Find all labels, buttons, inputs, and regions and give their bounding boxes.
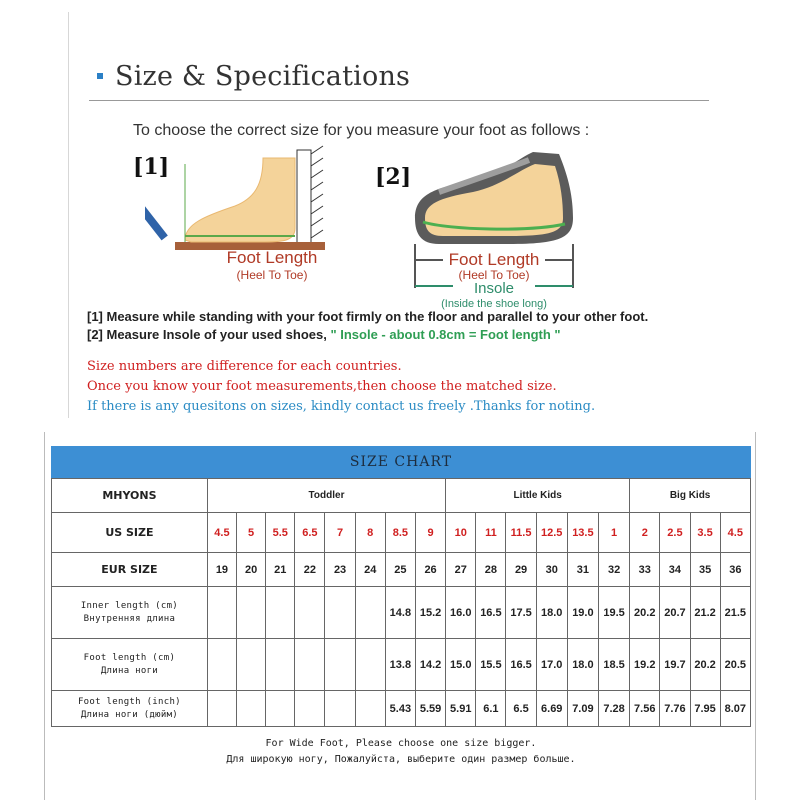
step-2-highlight: " Insole - about 0.8cm = Foot length " bbox=[330, 327, 561, 342]
table-cell: 20.5 bbox=[720, 639, 750, 691]
table-cell bbox=[325, 587, 355, 639]
table-cell: 20.2 bbox=[630, 587, 660, 639]
page-title: Size & Specifications bbox=[115, 60, 411, 92]
table-cell: 2.5 bbox=[660, 513, 690, 553]
table-cell: 36 bbox=[720, 553, 750, 587]
row-label bbox=[52, 691, 208, 727]
table-cell: 15.0 bbox=[446, 639, 476, 691]
figure-1-label: [1] bbox=[133, 154, 170, 180]
title-divider bbox=[89, 100, 709, 101]
figure-2-inside-shoe: (Inside the shoe long) bbox=[441, 298, 547, 310]
table-row-inner-length bbox=[52, 587, 751, 639]
table-cell: 23 bbox=[325, 553, 355, 587]
figure-1-heel-to-toe: (Heel To Toe) bbox=[236, 268, 308, 282]
row-label-en: Foot length (cm) bbox=[83, 653, 176, 664]
table-cell: 29 bbox=[506, 553, 536, 587]
step-2-prefix: [2] Measure Insole of your used shoes, bbox=[87, 327, 331, 342]
table-cell: 15.2 bbox=[415, 587, 445, 639]
table-cell: 8.07 bbox=[720, 691, 750, 727]
table-cell bbox=[355, 587, 385, 639]
brand-cell: MHYONS bbox=[52, 479, 208, 513]
table-cell: 25 bbox=[385, 553, 415, 587]
row-label: US SIZE bbox=[52, 513, 208, 553]
table-cell: 27 bbox=[446, 553, 476, 587]
table-cell: 19.7 bbox=[660, 639, 690, 691]
footer-english: For Wide Foot, Please choose one size bigger. bbox=[265, 738, 537, 749]
table-cell bbox=[266, 639, 295, 691]
table-cell: 17.5 bbox=[506, 587, 536, 639]
table-row-foot-length-inch bbox=[52, 691, 751, 727]
note-line-2: Once you know your foot measurements,then choose the matched size. bbox=[87, 379, 557, 394]
table-cell bbox=[325, 639, 355, 691]
table-cell: 6.69 bbox=[536, 691, 567, 727]
row-label-ru: Внутренняя длина bbox=[83, 613, 176, 624]
figure-2-heel-to-toe: (Heel To Toe) bbox=[458, 268, 530, 282]
table-cell bbox=[237, 639, 266, 691]
table-cell: 31 bbox=[567, 553, 598, 587]
table-cell: 5.5 bbox=[266, 513, 295, 553]
table-cell: 6.5 bbox=[295, 513, 325, 553]
table-cell: 19.2 bbox=[630, 639, 660, 691]
instructions-text: To choose the correct size for you measure your foot as follows : bbox=[133, 122, 590, 139]
figure-2-insole: Insole bbox=[473, 280, 515, 297]
figure-1-foot-length: Foot Length bbox=[226, 248, 318, 267]
footer-russian: Для широкую ногу, Пожалуйста, выберите один размер больше. bbox=[226, 754, 576, 765]
table-row-us-size bbox=[52, 513, 751, 553]
table-cell: 7 bbox=[325, 513, 355, 553]
table-cell: 6.5 bbox=[506, 691, 536, 727]
table-cell: 13.5 bbox=[567, 513, 598, 553]
row-label: EUR SIZE bbox=[52, 553, 208, 587]
table-cell: 30 bbox=[536, 553, 567, 587]
figure-2-label: [2] bbox=[375, 164, 412, 190]
table-cell: 5 bbox=[237, 513, 266, 553]
table-cell: 20 bbox=[237, 553, 266, 587]
table-cell bbox=[295, 587, 325, 639]
row-label bbox=[52, 587, 208, 639]
table-cell: 14.8 bbox=[385, 587, 415, 639]
table-cell: 12.5 bbox=[536, 513, 567, 553]
table-cell bbox=[237, 587, 266, 639]
table-cell bbox=[207, 639, 236, 691]
section-header bbox=[97, 56, 410, 96]
table-cell: 5.59 bbox=[415, 691, 445, 727]
table-cell: 19.0 bbox=[567, 587, 598, 639]
step-1-text: [1] Measure while standing with your foot firmly on the floor and parallel to your other foot. bbox=[87, 309, 649, 324]
table-cell: 5.43 bbox=[385, 691, 415, 727]
size-chart bbox=[44, 432, 756, 800]
table-cell: 20.7 bbox=[660, 587, 690, 639]
table-cell: 32 bbox=[598, 553, 629, 587]
table-cell: 11 bbox=[476, 513, 506, 553]
step-2-text bbox=[87, 327, 561, 342]
table-cell: 16.0 bbox=[446, 587, 476, 639]
table-row-foot-length-cm bbox=[52, 639, 751, 691]
table-row-eur-size bbox=[52, 553, 751, 587]
note-line-3: If there is any quesitons on sizes, kindly contact us freely .Thanks for noting. bbox=[87, 399, 596, 414]
table-cell: 28 bbox=[476, 553, 506, 587]
table-cell bbox=[355, 639, 385, 691]
table-cell: 2 bbox=[630, 513, 660, 553]
row-label-ru: Длина ноги bbox=[100, 665, 159, 676]
row-label-en: Foot length (inch) bbox=[77, 697, 181, 708]
group-big-kids: Big Kids bbox=[630, 479, 751, 513]
table-cell bbox=[207, 691, 236, 727]
table-cell: 8 bbox=[355, 513, 385, 553]
table-cell bbox=[266, 691, 295, 727]
row-label-en: Inner length (cm) bbox=[80, 601, 179, 612]
note-line-1: Size numbers are difference for each countries. bbox=[87, 359, 402, 374]
table-cell: 14.2 bbox=[415, 639, 445, 691]
table-cell: 21.2 bbox=[690, 587, 720, 639]
foot-measure-illustration bbox=[145, 144, 335, 256]
table-cell bbox=[355, 691, 385, 727]
group-little-kids: Little Kids bbox=[446, 479, 630, 513]
table-cell: 33 bbox=[630, 553, 660, 587]
size-specifications-panel bbox=[68, 12, 718, 418]
table-cell: 18.5 bbox=[598, 639, 629, 691]
table-cell: 3.5 bbox=[690, 513, 720, 553]
table-cell: 4.5 bbox=[207, 513, 236, 553]
table-cell: 4.5 bbox=[720, 513, 750, 553]
table-cell: 10 bbox=[446, 513, 476, 553]
table-cell bbox=[325, 691, 355, 727]
table-cell: 21 bbox=[266, 553, 295, 587]
table-cell: 1 bbox=[598, 513, 629, 553]
table-cell: 5.91 bbox=[446, 691, 476, 727]
bullet-icon bbox=[97, 73, 103, 79]
row-label bbox=[52, 639, 208, 691]
table-cell: 34 bbox=[660, 553, 690, 587]
table-cell: 35 bbox=[690, 553, 720, 587]
table-cell: 18.0 bbox=[536, 587, 567, 639]
table-cell: 18.0 bbox=[567, 639, 598, 691]
size-chart-title: SIZE CHART bbox=[51, 446, 751, 478]
table-cell: 26 bbox=[415, 553, 445, 587]
table-cell: 7.56 bbox=[630, 691, 660, 727]
table-cell: 21.5 bbox=[720, 587, 750, 639]
chart-footer bbox=[51, 736, 751, 768]
table-cell: 9 bbox=[415, 513, 445, 553]
table-cell: 19 bbox=[207, 553, 236, 587]
table-cell: 24 bbox=[355, 553, 385, 587]
table-cell: 7.28 bbox=[598, 691, 629, 727]
table-cell: 22 bbox=[295, 553, 325, 587]
table-cell bbox=[295, 639, 325, 691]
table-cell: 6.1 bbox=[476, 691, 506, 727]
table-cell: 17.0 bbox=[536, 639, 567, 691]
table-cell: 20.2 bbox=[690, 639, 720, 691]
table-cell: 7.95 bbox=[690, 691, 720, 727]
table-cell bbox=[207, 587, 236, 639]
table-cell: 16.5 bbox=[506, 639, 536, 691]
table-cell bbox=[237, 691, 266, 727]
table-cell bbox=[266, 587, 295, 639]
group-toddler: Toddler bbox=[207, 479, 445, 513]
table-cell: 13.8 bbox=[385, 639, 415, 691]
insole-measure-illustration bbox=[409, 148, 579, 248]
table-cell: 19.5 bbox=[598, 587, 629, 639]
table-cell: 16.5 bbox=[476, 587, 506, 639]
table-cell: 7.09 bbox=[567, 691, 598, 727]
table-cell: 15.5 bbox=[476, 639, 506, 691]
table-cell: 8.5 bbox=[385, 513, 415, 553]
table-cell: 11.5 bbox=[506, 513, 536, 553]
table-cell: 7.76 bbox=[660, 691, 690, 727]
table-header-row bbox=[52, 479, 751, 513]
table-cell bbox=[295, 691, 325, 727]
figure-2-foot-length: Foot Length bbox=[448, 250, 540, 269]
size-table bbox=[51, 478, 751, 727]
row-label-ru: Длина ноги (дюйм) bbox=[80, 709, 179, 720]
